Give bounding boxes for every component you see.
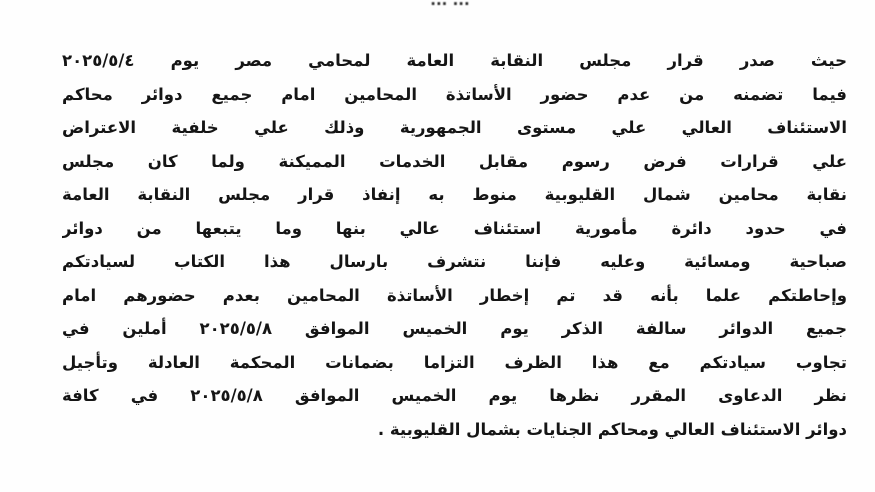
body-line-2: فيما تضمنه من عدم حضور الأساتذة المحامين امام جميع دوائر محاكم: [62, 84, 847, 104]
body-line-11: نظر الدعاوى المقرر نظرها يوم الخميس الموافق ٢٠٢٥/٥/٨ في كافة: [62, 386, 847, 405]
body-line-1: حيث صدر قرار مجلس النقابة العامة لمحامي مصر يوم ٢٠٢٥/٥/٤: [62, 51, 847, 70]
body-line-12: دوائر الاستئناف العالي ومحاكم الجنايات بشمال القليوبية .: [377, 419, 847, 439]
body-line-9: جميع الدوائر سالفة الذكر يوم الخميس الموافق ٢٠٢٥/٥/٨ أملين في: [62, 319, 847, 338]
body-line-7: صباحية ومسائية وعليه فإننا نتشرف بارسال هذا الكتاب لسيادتكم: [62, 252, 847, 271]
letter-body: [62, 44, 847, 446]
body-line-4: علي قرارات فرض رسوم مقابل الخدمات المميكنة ولما كان مجلس: [62, 151, 847, 171]
body-line-6: في حدود دائرة مأمورية استئناف عالي بنها وما يتبعها من دوائر: [62, 218, 847, 238]
cropped-header-text: ... ...: [430, 0, 470, 9]
body-line-10: تجاوب سيادتكم مع هذا الظرف التزاما بضمانات المحكمة العادلة وتأجيل: [62, 352, 847, 372]
body-line-3: الاستئناف العالي علي مستوى الجمهورية وذلك علي خلفية الاعتراض: [62, 118, 847, 137]
body-line-5: نقابة محامين شمال القليوبية منوط به إنفاذ قرار مجلس النقابة العامة: [62, 185, 847, 204]
body-line-8: وإحاطتكم علما بأنه قد تم إخطار الأساتذة المحامين بعدم حضورهم امام: [62, 285, 847, 305]
